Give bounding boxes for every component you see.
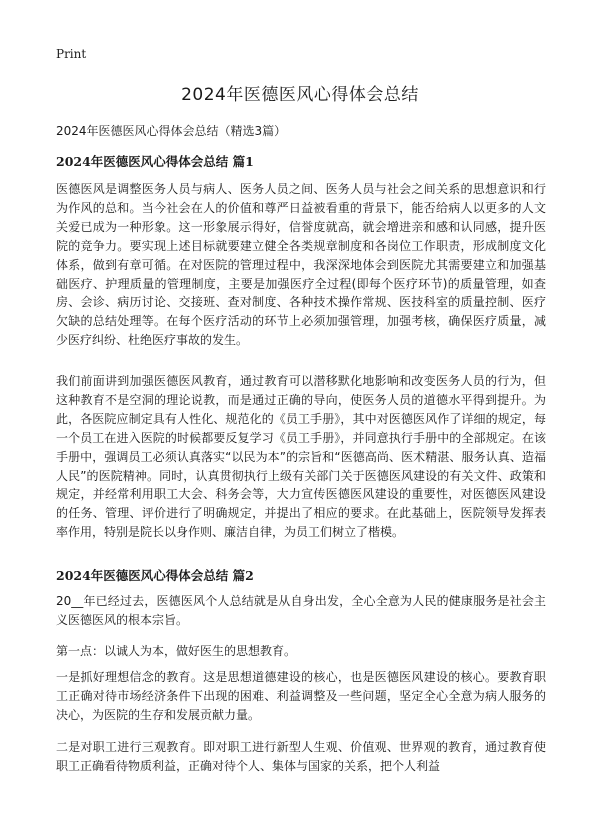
section-1-paragraph-2: 我们前面讲到加强医德医风教育，通过教育可以潜移默化地影响和改变医务人员的行为，但这种教育不是空洞的理论说教，而是通过正确的导向，使医务人员的道德水平得到提升。为此，各医院应制定具有人性化、规范化的《员工手册》，其中对医德医风作了详细的规定，每一个员工在进入医院的时候都要反复学习《员工手册》，并同意执行手册中的全部规定。在该手册中，强调员工必须认真落实“以民为本”的宗旨和“医德高尚、医术精湛、服务认真、造福人民”的医院精神。同时，认真贯彻执行上级有关部门关于医德医风建设的有关文件、政策和规定，并经常利用职工大会、科务会等，大力宣传医德医风建设的重要性，对医德医风建设的任务、管理、评价进行了明确规定，并提出了相应的要求。在此基础上，医院领导发挥表率作用，特别是院长以身作则、廉洁自律，为员工们树立了楷模。 — [56, 374, 546, 540]
print-link[interactable]: Print — [56, 47, 87, 61]
section-2-paragraph-4: 二是对职工进行三观教育。即对职工进行新型人生观、价值观、世界观的教育，通过教育使职工正确看待物质利益，正确对待个人、集体与国家的关系，把个人利益 — [56, 740, 546, 773]
section-heading-1: 2024年医德医风心得体会总结 篇1 — [56, 154, 254, 169]
section-2-paragraph-1: 20__年已经过去，医德医风个人总结就是从自身出发，全心全意为人民的健康服务是社会主义医德医风的根本宗旨。 — [56, 594, 546, 627]
section-2-paragraph-3: 一是抓好理想信念的教育。这是思想道德建设的核心，也是医德医风建设的核心。要教育职工正确对待市场经济条件下出现的困难、利益调整及一些问题，坚定全心全意为病人服务的决心，为医院的生存和发展贡献力量。 — [56, 670, 546, 722]
page-title: 2024年医德医风心得体会总结 — [181, 85, 419, 105]
section-heading-2: 2024年医德医风心得体会总结 篇2 — [56, 568, 254, 583]
section-1-paragraph-1: 医德医风是调整医务人员与病人、医务人员之间、医务人员与社会之间关系的思想意识和行为作风的总和。当今社会在人的价值和尊严日益被看重的背景下，能否给病人以更多的人文关爱已成为一种形象。这一形象展示得好，信誉度就高，就会增进亲和感和认同感，提升医院的竞争力。要实现上述目标就要建立健全各类规章制度和各岗位工作职责，形成制度文化体系，做到有章可循。在对医院的管理过程中，我深深地体会到医院尤其需要建立和加强基础医疗、护理质量的管理制度，主要是加强医疗全过程(即每个医疗环节)的质量管理，如查房、会诊、病历讨论、交接班、查对制度、各种技术操作常规、医技科室的质量控制、医疗欠缺的总结处理等。在每个医疗活动的环节上必须加强管理，加强考核，确保医疗质量，减少医疗纠纷、杜绝医疗事故的发生。 — [56, 182, 546, 348]
document-subtitle: 2024年医德医风心得体会总结（精选3篇） — [56, 124, 287, 138]
section-2-paragraph-2: 第一点：以诚人为本，做好医生的思想教育。 — [56, 644, 297, 658]
